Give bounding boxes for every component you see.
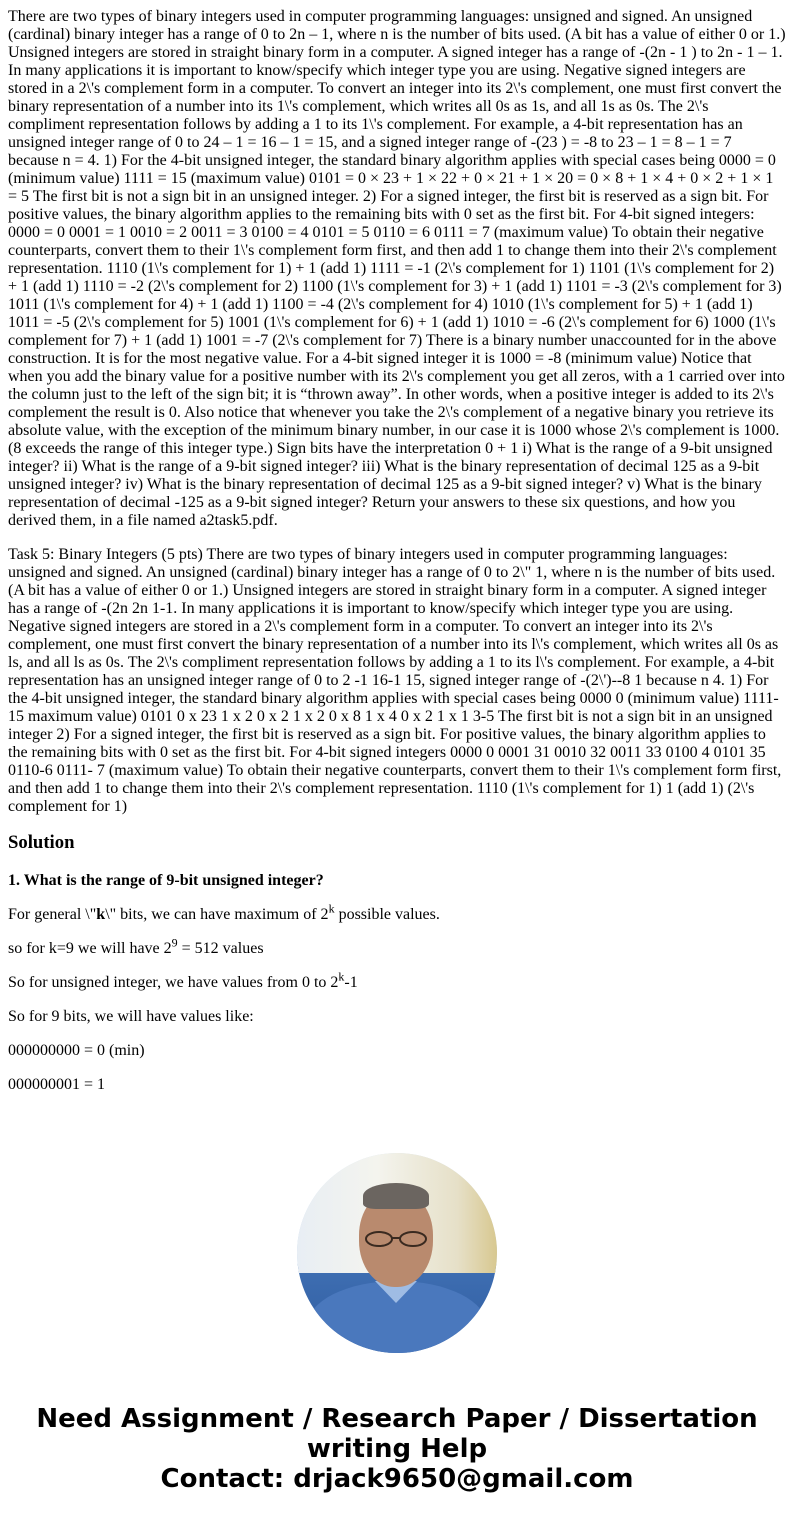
- solution-line-1: For general \"k\" bits, we can have maximum of 2$^k$ possible values.: [8, 901, 440, 923]
- solution-line-5: 000000000 = 0 (min): [8, 1042, 145, 1059]
- solution-line-3: So for unsigned integer, we have values from 0 to 2$^k$-1: [8, 969, 358, 991]
- question-1-heading: 1. What is the range of 9-bit unsigned integer?: [8, 872, 324, 889]
- solution-heading: Solution: [8, 832, 75, 853]
- document-body: [8, 8, 786, 1110]
- solution-line-2: so for k=9 we will have $2^9 = 512$ values: [8, 935, 264, 957]
- banner-contact: Contact: drjack9650@gmail.com: [160, 1464, 634, 1494]
- help-banner: [0, 1404, 794, 1494]
- banner-line-1: Need Assignment / Research Paper / Dissertation: [36, 1404, 758, 1434]
- glasses-icon: [363, 1231, 429, 1247]
- solution-line-6: 000000001 = 1: [8, 1076, 106, 1093]
- avatar: [297, 1153, 497, 1353]
- task-paragraph: Task 5: Binary Integers (5 pts) There are two types of binary integers used in computer programming languages: unsigned and signed. An unsigned (cardinal) binary integer has a range of 0 to 2\" 1, where n is the number of bits used. (A bit has a value of either 0 or 1.) Unsigned integers are stored in straight binary form in a computer. A signed integer has a range of -(2n 2n 1-1. In many applications it is important to know/specify which integer type you are using. Negative signed integers are stored in a 2\'s complement form in a computer. To convert an integer into its 2\'s complement, one must first convert the binary representation of a number into its l\'s complement, which writes all 0s as ls, and all ls as 0s. The 2\'s compliment representation follows by adding a 1 to its l\'s complement. For example, a 4-bit representation has an unsigned integer range of 0 to 2 -1 16-1 15, signed integer range of -(2\')--8 1 because n 4. 1) For the 4-bit unsigned integer, the standard binary algorithm applies with special cases being 0000 0 (minimum value) 1111- 15 maximum value) 0101 0 x 23 1 x 2 0 x 2 1 x 2 0 x 8 1 x 4 0 x 2 1 x 1 3-5 The first bit is not a sign bit in an unsigned integer 2) For a signed integer, the first bit is reserved as a sign bit. For positive values, the binary algorithm applies to the remaining bits with 0 set as the first bit. For 4-bit signed integers 0000 0 0001 31 0010 32 0011 33 0100 4 0101 35 0110-6 0111- 7 (maximum value) To obtain their negative counterparts, convert them to their 1\'s complement form first, and then add 1 to change them into their 2\'s complement representation. 1110 (1\'s complement for 1) 1 (add 1) (2\'s complement for 1): [8, 546, 782, 815]
- banner-line-2: writing Help: [306, 1434, 488, 1464]
- question-paragraph: There are two types of binary integers used in computer programming languages: unsigned and signed. An unsigned (cardinal) binary integer has a range of 0 to 2n – 1, where n is the number of bits used. (A bit has a value of either 0 or 1.) Unsigned integers are stored in straight binary form in a computer. A signed integer has a range of -(2n - 1 ) to 2n - 1 – 1. In many applications it is important to know/specify which integer type you are using. Negative signed integers are stored in a 2\'s complement form in a computer. To convert an integer into its 2\'s complement, one must first convert the binary representation of a number into its 1\'s complement, which writes all 0s as 1s, and all 1s as 0s. The 2\'s compliment representation follows by adding a 1 to its 1\'s complement. For example, a 4-bit representation has an unsigned integer range of 0 to 24 – 1 = 16 – 1 = 15, and a signed integer range of -(23 ) = -8 to 23 – 1 = 8 – 1 = 7 because n = 4. 1) For the 4-bit unsigned integer, the standard binary algorithm applies with special cases being 0000 = 0 (minimum value) 1111 = 15 (maximum value) 0101 = 0 × 23 + 1 × 22 + 0 × 21 + 1 × 20 = 0 × 8 + 1 × 4 + 0 × 2 + 1 × 1 = 5 The first bit is not a sign bit in an unsigned integer. 2) For a signed integer, the first bit is reserved as a sign bit. For positive values, the binary algorithm applies to the remaining bits with 0 set as the first bit. For 4-bit signed integers: 0000 = 0 0001 = 1 0010 = 2 0011 = 3 0100 = 4 0101 = 5 0110 = 6 0111 = 7 (maximum value) To obtain their negative counterparts, convert them to their 1\'s complement form first, and then add 1 to change them into their 2\'s complement representation. 1110 (1\'s complement for 1) + 1 (add 1) 1111 = -1 (2\'s complement for 1) 1101 (1\'s complement for 2) + 1 (add 1) 1110 = -2 (2\'s complement for 2) 1100 (1\'s complement for 3) + 1 (add 1) 1101 = -3 (2\'s complement for 3) 1011 (1\'s complement for 4) + 1 (add 1) 1100 = -4 (2\'s complement for 4) 1010 (1\'s complement for 5) + 1 (add 1) 1011 = -5 (2\'s complement for 5) 1001 (1\'s complement for 6) + 1 (add 1) 1010 = -6 (2\'s complement for 6) 1000 (1\'s complement for 7) + 1 (add 1) 1001 = -7 (2\'s complement for 7) There is a binary number unaccounted for in the above construction. It is for the most negative value. For a 4-bit signed integer it is 1000 = -8 (minimum value) Notice that when you add the binary value for a positive number with its 2\'s complement you get all zeros, with a 1 carried over into the column just to the left of the sign bit; it is “thrown away”. In other words, when a positive integer is added to its 2\'s complement the result is 0. Also notice that whenever you take the 2\'s complement of a negative binary you retrieve its absolute value, with the exception of the minimum binary number, in our case it is 1000 whose 2\'s complement is 1000. (8 exceeds the range of this integer type.) Sign bits have the interpretation 0 + 1 i) What is the range of a 9-bit unsigned integer? ii) What is the range of a 9-bit signed integer? iii) What is the binary representation of decimal 125 as a 9-bit unsigned integer? iv) What is the binary representation of decimal 125 as a 9-bit signed integer? v) What is the binary representation of decimal -125 as a 9-bit signed integer? Return your answers to these six questions, and how you derived them, in a file named a2task5.pdf.: [8, 8, 786, 529]
- author-photo: [297, 1153, 497, 1353]
- k-bold: k: [96, 906, 106, 923]
- solution-line-4: So for 9 bits, we will have values like:: [8, 1008, 254, 1025]
